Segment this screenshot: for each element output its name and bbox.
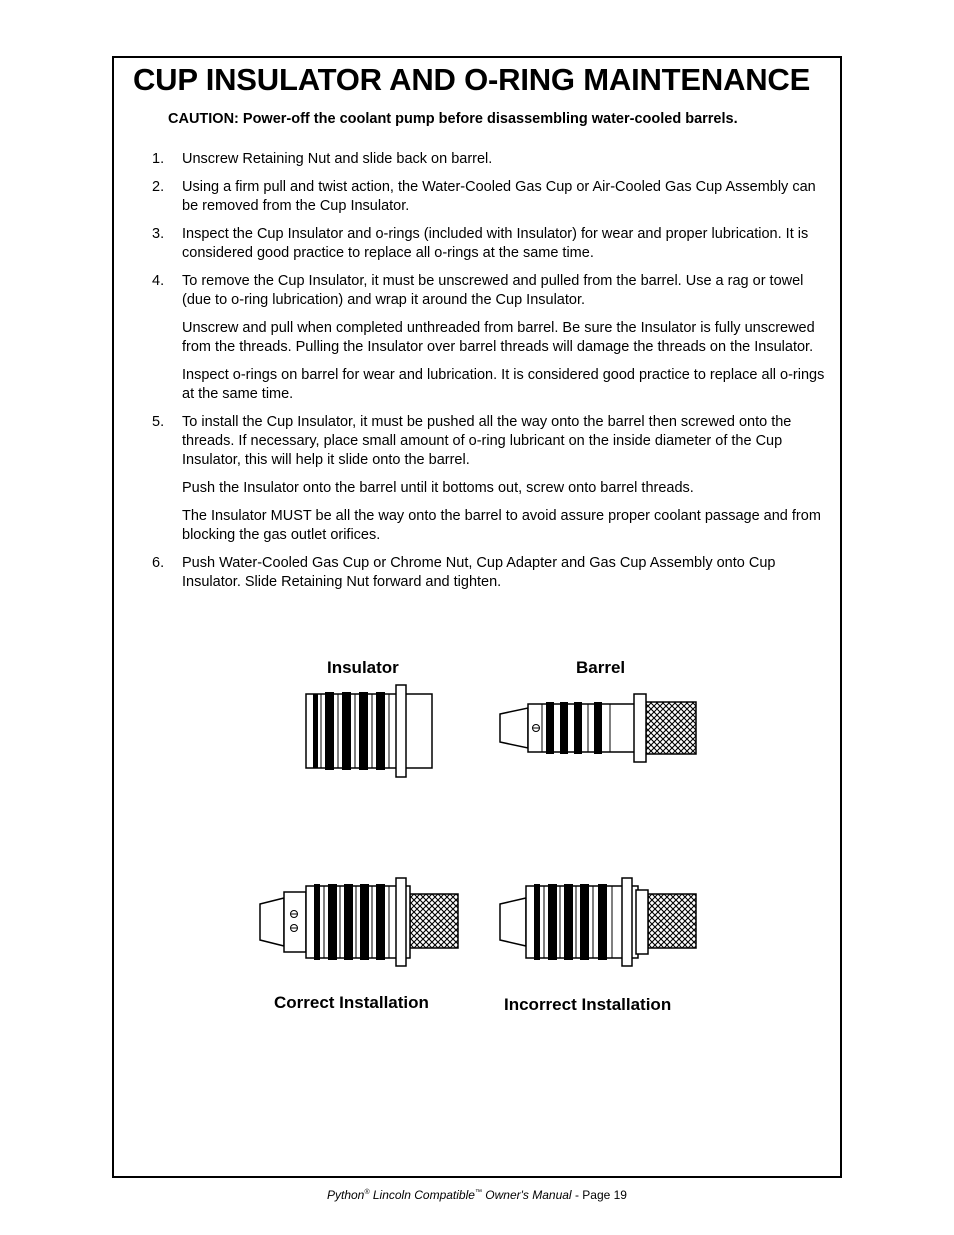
step-text: Inspect o-rings on barrel for wear and lubrication. It is considered good practice to replace all o-rings at the same time. bbox=[182, 367, 825, 402]
barrel-label: Barrel bbox=[576, 658, 626, 677]
correct-installation-drawing bbox=[258, 876, 460, 968]
footer-page-number: - Page 19 bbox=[571, 1188, 627, 1202]
incorrect-installation-label: Incorrect Installation bbox=[504, 995, 672, 1014]
step-text: To remove the Cup Insulator, it must be unscrewed and pulled from the barrel. Use a rag or towel (due to o-ring lubrication) and wrap it around the Cup Insulator. bbox=[182, 273, 804, 308]
step-4 bbox=[152, 272, 832, 404]
page-footer bbox=[0, 1188, 954, 1202]
page-title: CUP INSULATOR AND O-RING MAINTENANCE bbox=[133, 62, 811, 97]
step-number: 2. bbox=[152, 179, 165, 195]
insulator-drawing bbox=[300, 682, 436, 778]
step-text: Push Water-Cooled Gas Cup or Chrome Nut, Cup Adapter and Gas Cup Assembly onto Cup Insulator. Slide Retaining Nut forward and tighten. bbox=[182, 555, 776, 590]
step-text: The Insulator MUST be all the way onto the barrel to avoid assure proper coolant passage and from blocking the gas outlet orifices. bbox=[182, 508, 821, 543]
step-text: Inspect the Cup Insulator and o-rings (included with Insulator) for wear and proper lubrication. It is considered good practice to replace all o-rings at the same time. bbox=[182, 226, 809, 261]
correct-installation-label: Correct Installation bbox=[274, 993, 429, 1012]
step-5 bbox=[152, 413, 832, 545]
instruction-steps bbox=[152, 150, 832, 601]
step-1 bbox=[152, 150, 832, 169]
step-number: 6. bbox=[152, 555, 165, 571]
step-number: 5. bbox=[152, 414, 165, 430]
step-text: Unscrew Retaining Nut and slide back on barrel. bbox=[182, 151, 493, 167]
trademark-mark: ™ bbox=[474, 1189, 482, 1196]
step-2 bbox=[152, 178, 832, 216]
barrel-drawing bbox=[498, 688, 698, 768]
step-3 bbox=[152, 225, 832, 263]
step-6 bbox=[152, 554, 832, 592]
incorrect-installation-drawing bbox=[496, 876, 698, 968]
step-text: Push the Insulator onto the barrel until it bottoms out, screw onto barrel threads. bbox=[182, 480, 694, 496]
caution-notice: CAUTION: Power-off the coolant pump before disassembling water-cooled barrels. bbox=[168, 111, 738, 127]
footer-compat: Lincoln Compatible bbox=[369, 1188, 475, 1202]
insulator-label: Insulator bbox=[327, 658, 399, 677]
step-text: Unscrew and pull when completed unthreaded from barrel. Be sure the Insulator is fully unscrewed from the threads. Pulling the Insulator over barrel threads will damage the threads on the Insulator. bbox=[182, 320, 815, 355]
step-number: 1. bbox=[152, 151, 165, 167]
footer-manual: Owner's Manual bbox=[481, 1188, 572, 1202]
step-number: 3. bbox=[152, 226, 165, 242]
step-text: Using a firm pull and twist action, the Water-Cooled Gas Cup or Air-Cooled Gas Cup Assembly can be removed from the Cup Insulator. bbox=[182, 179, 816, 214]
footer-product: Python bbox=[327, 1188, 365, 1202]
step-text: To install the Cup Insulator, it must be pushed all the way onto the barrel then screwed onto the threads. If necessary, place small amount of o-ring lubricant on the inside diameter of the Cup Insulator, this will help it slide onto the barrel. bbox=[182, 414, 792, 468]
step-number: 4. bbox=[152, 273, 165, 289]
registered-mark: ® bbox=[364, 1189, 370, 1196]
